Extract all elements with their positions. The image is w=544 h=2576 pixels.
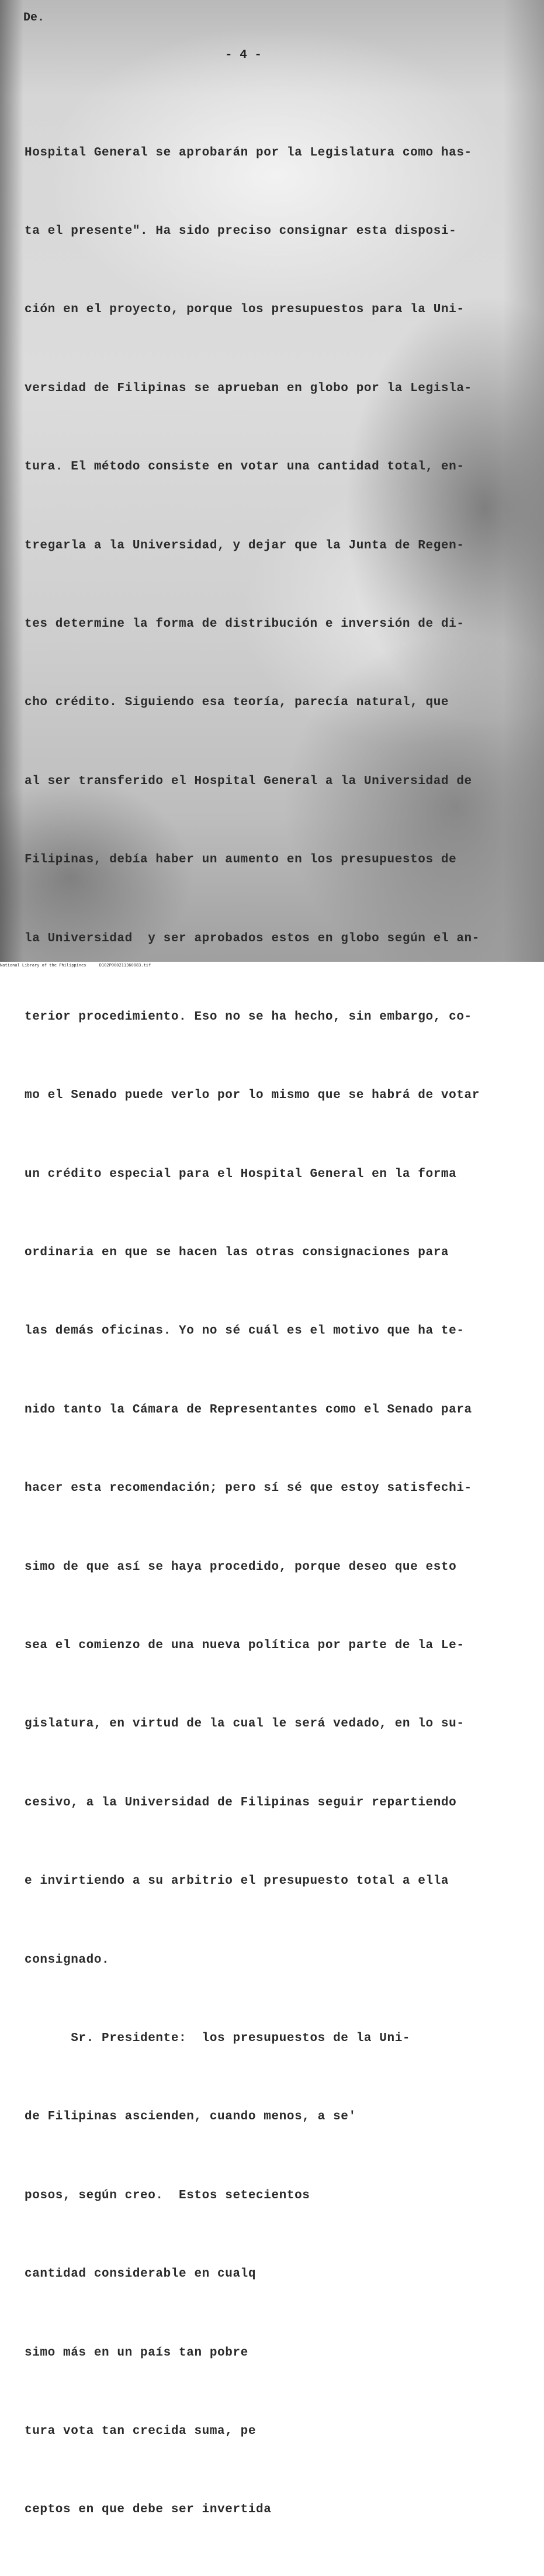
text-line: simo de que así se haya procedido, porque deseo que esto — [25, 1560, 457, 1574]
text-line: cantidad considerable en cualq — [25, 2267, 257, 2281]
text-line: ción en el proyecto, porque los presupuestos para la Uni- — [25, 303, 465, 317]
text-line: sea el comienzo de una nueva política por parte de la Le- — [25, 1639, 465, 1653]
text-line: las demás oficinas. Yo no sé cuál es el motivo que ha te- — [25, 1324, 465, 1338]
text-line: mo el Senado puede verlo por lo mismo que se habrá de votar — [25, 1089, 480, 1103]
text-line: ta el presente". Ha sido preciso consignar esta disposi- — [25, 224, 457, 238]
text-line: gislatura, en virtud de la cual le será vedado, en lo su- — [25, 1717, 465, 1731]
text-line: de Filipinas ascienden, cuando menos, a se' — [25, 2110, 356, 2124]
text-line: ceptos en que debe ser invertida — [25, 2503, 272, 2517]
page-number: - 4 - — [225, 49, 262, 62]
text-line: Hospital General se aprobarán por la Legislatura como has- — [25, 146, 472, 160]
text-line: simo más en un país tan pobre — [25, 2346, 248, 2360]
text-line: terior procedimiento. Eso no se ha hecho, sin embargo, co- — [25, 1010, 472, 1024]
text-line: tregarla a la Universidad, y dejar que la Junta de Regen- — [25, 538, 465, 553]
text-line: versidad de Filipinas se aprueban en globo por la Legisla- — [25, 381, 472, 395]
text-line: cho crédito. Siguiendo esa teoría, parecía natural, que — [25, 696, 449, 710]
text-line: tes determine la forma de distribución e inversión de di- — [25, 617, 465, 631]
text-line: nido tanto la Cámara de Representantes como el Senado para — [25, 1403, 472, 1417]
file-identifier: D102P000211360083.tif — [99, 963, 151, 968]
text-line: tura. El método consiste en votar una cantidad total, en- — [25, 460, 465, 474]
text-line: cesivo, a la Universidad de Filipinas seguir repartiendo — [25, 1795, 457, 1810]
text-line: Sr. Presidente: los presupuestos de la Uni- — [25, 2031, 411, 2045]
text-line: consignado. — [25, 1953, 110, 1967]
corner-label: De. — [23, 11, 45, 25]
text-line: tura vota tan crecida suma, pe — [25, 2424, 257, 2438]
text-line: un crédito especial para el Hospital General en la forma — [25, 1167, 457, 1181]
library-credit: National Library of the Philippines — [0, 963, 86, 968]
text-line: al ser transferido el Hospital General a la Universidad de — [25, 774, 472, 788]
text-line: ordinaria en que se hacen las otras consignaciones para — [25, 1246, 449, 1260]
text-line: la Universidad y ser aprobados estos en globo según el an- — [25, 931, 480, 945]
body-text — [25, 88, 527, 2576]
text-line: Filipinas, debía haber un aumento en los presupuestos de — [25, 853, 457, 867]
text-line: posos, según creo. Estos setecientos — [25, 2188, 310, 2202]
text-line: hacer esta recomendación; pero sí sé que estoy satisfechi- — [25, 1482, 472, 1496]
scan-footer — [0, 962, 544, 969]
text-line: e invirtiendo a su arbitrio el presupuesto total a ella — [25, 1874, 449, 1888]
